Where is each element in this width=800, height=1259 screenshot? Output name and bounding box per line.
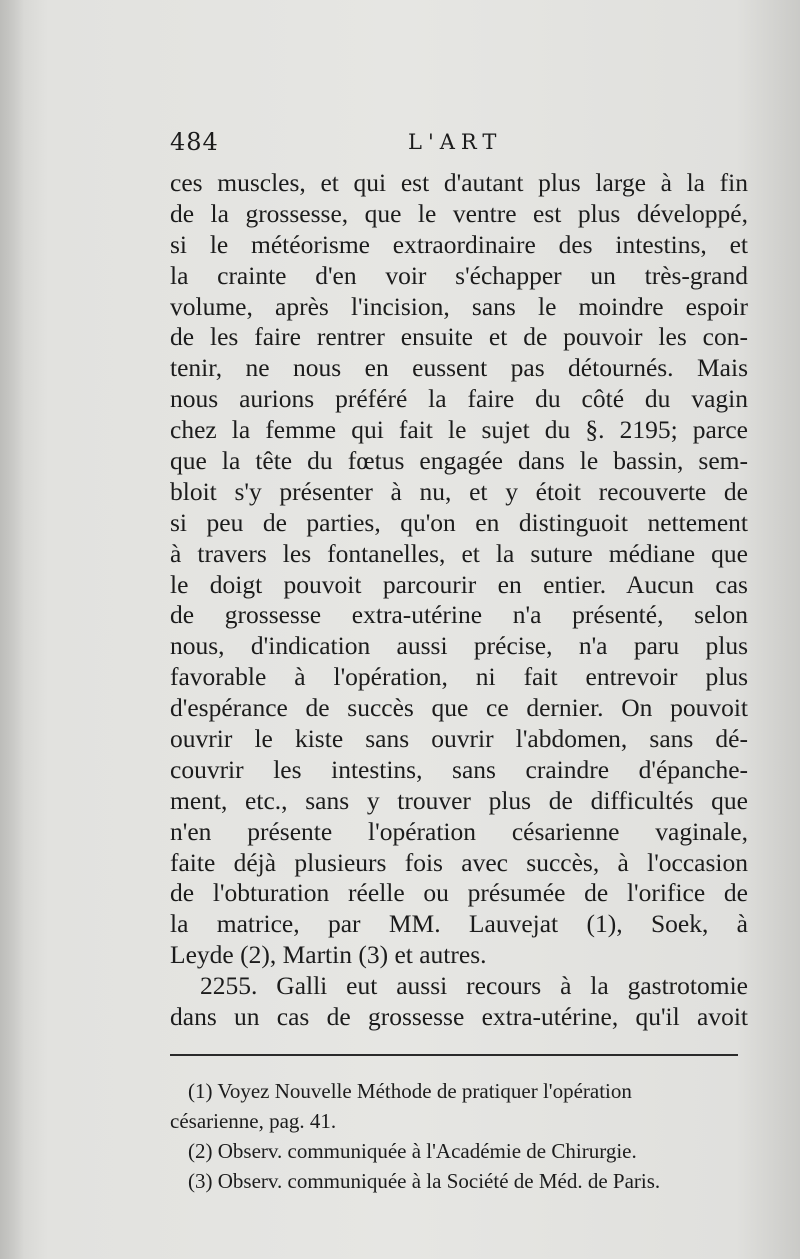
text-line: n'en présente l'opération césarienne vaginale, (170, 816, 748, 846)
text-line: d'espérance de succès que ce dernier. On pouvoit (170, 693, 748, 723)
text-line: couvrir les intestins, sans craindre d'épanche- (170, 754, 748, 784)
text-line: la crainte d'en voir s'échapper un très-grand (170, 260, 748, 290)
footnote-1: (1) Voyez Nouvelle Méthode de pratiquer l'opération (188, 1079, 632, 1103)
text-line: la matrice, par MM. Lauvejat (1), Soek, à (170, 909, 748, 939)
text-line: nous, d'indication aussi précise, n'a paru plus (170, 631, 748, 661)
footnotes (170, 1076, 748, 1196)
text-line: le doigt pouvoit parcourir en entier. Aucun cas (170, 569, 748, 599)
page-gutter-shadow (0, 0, 24, 1259)
text-line: ment, etc., sans y trouver plus de difficultés que (170, 785, 748, 815)
text-line: bloit s'y présenter à nu, et y étoit recouverte de (170, 476, 748, 506)
text-line: ces muscles, et qui est d'autant plus large à la fin (170, 168, 748, 197)
footnote-1-continued: césarienne, pag. 41. (170, 1109, 337, 1133)
text-line: si peu de parties, qu'on en distinguoit nettement (170, 507, 748, 537)
text-line: dans un cas de grossesse extra-utérine, qu'il avoit (170, 1002, 748, 1032)
text-line: faite déjà plusieurs fois avec succès, à l'occasion (170, 847, 748, 877)
text-line: nous aurions préféré la faire du côté du vagin (170, 384, 748, 414)
text-line: de les faire rentrer ensuite et de pouvoir les con- (170, 322, 748, 352)
page-header (170, 128, 750, 162)
text-line: de la grossesse, que le ventre est plus développé, (170, 198, 748, 228)
text-line: à travers les fontanelles, et la suture médiane que (170, 538, 748, 568)
text-line: favorable à l'opération, ni fait entrevoir plus (170, 662, 748, 692)
body-text (170, 168, 748, 1033)
text-line: de grossesse extra-utérine n'a présenté, selon (170, 600, 748, 630)
text-line: si le météorisme extraordinaire des intestins, et (170, 229, 748, 259)
page-number: 484 (170, 128, 219, 156)
text-line: de l'obturation réelle ou présumée de l'orifice de (170, 878, 748, 908)
footnote-2: (2) Observ. communiquée à l'Académie de Chirurgie. (188, 1139, 637, 1163)
text-line: ouvrir le kiste sans ouvrir l'abdomen, sans dé- (170, 724, 748, 754)
footnote-rule (170, 1054, 738, 1056)
footnote-3: (3) Observ. communiquée à la Société de Méd. de Paris. (188, 1169, 661, 1193)
running-head: L'ART (408, 130, 503, 154)
text-line: 2255. Galli eut aussi recours à la gastrotomie (200, 971, 748, 1001)
text-line: tenir, ne nous en eussent pas détournés. Mais (170, 353, 748, 383)
text-line: volume, après l'incision, sans le moindre espoir (170, 291, 748, 321)
text-line: Leyde (2), Martin (3) et autres. (170, 940, 487, 970)
text-line: chez la femme qui fait le sujet du §. 2195; parce (170, 415, 748, 445)
text-line: que la tête du fœtus engagée dans le bassin, sem- (170, 446, 748, 476)
